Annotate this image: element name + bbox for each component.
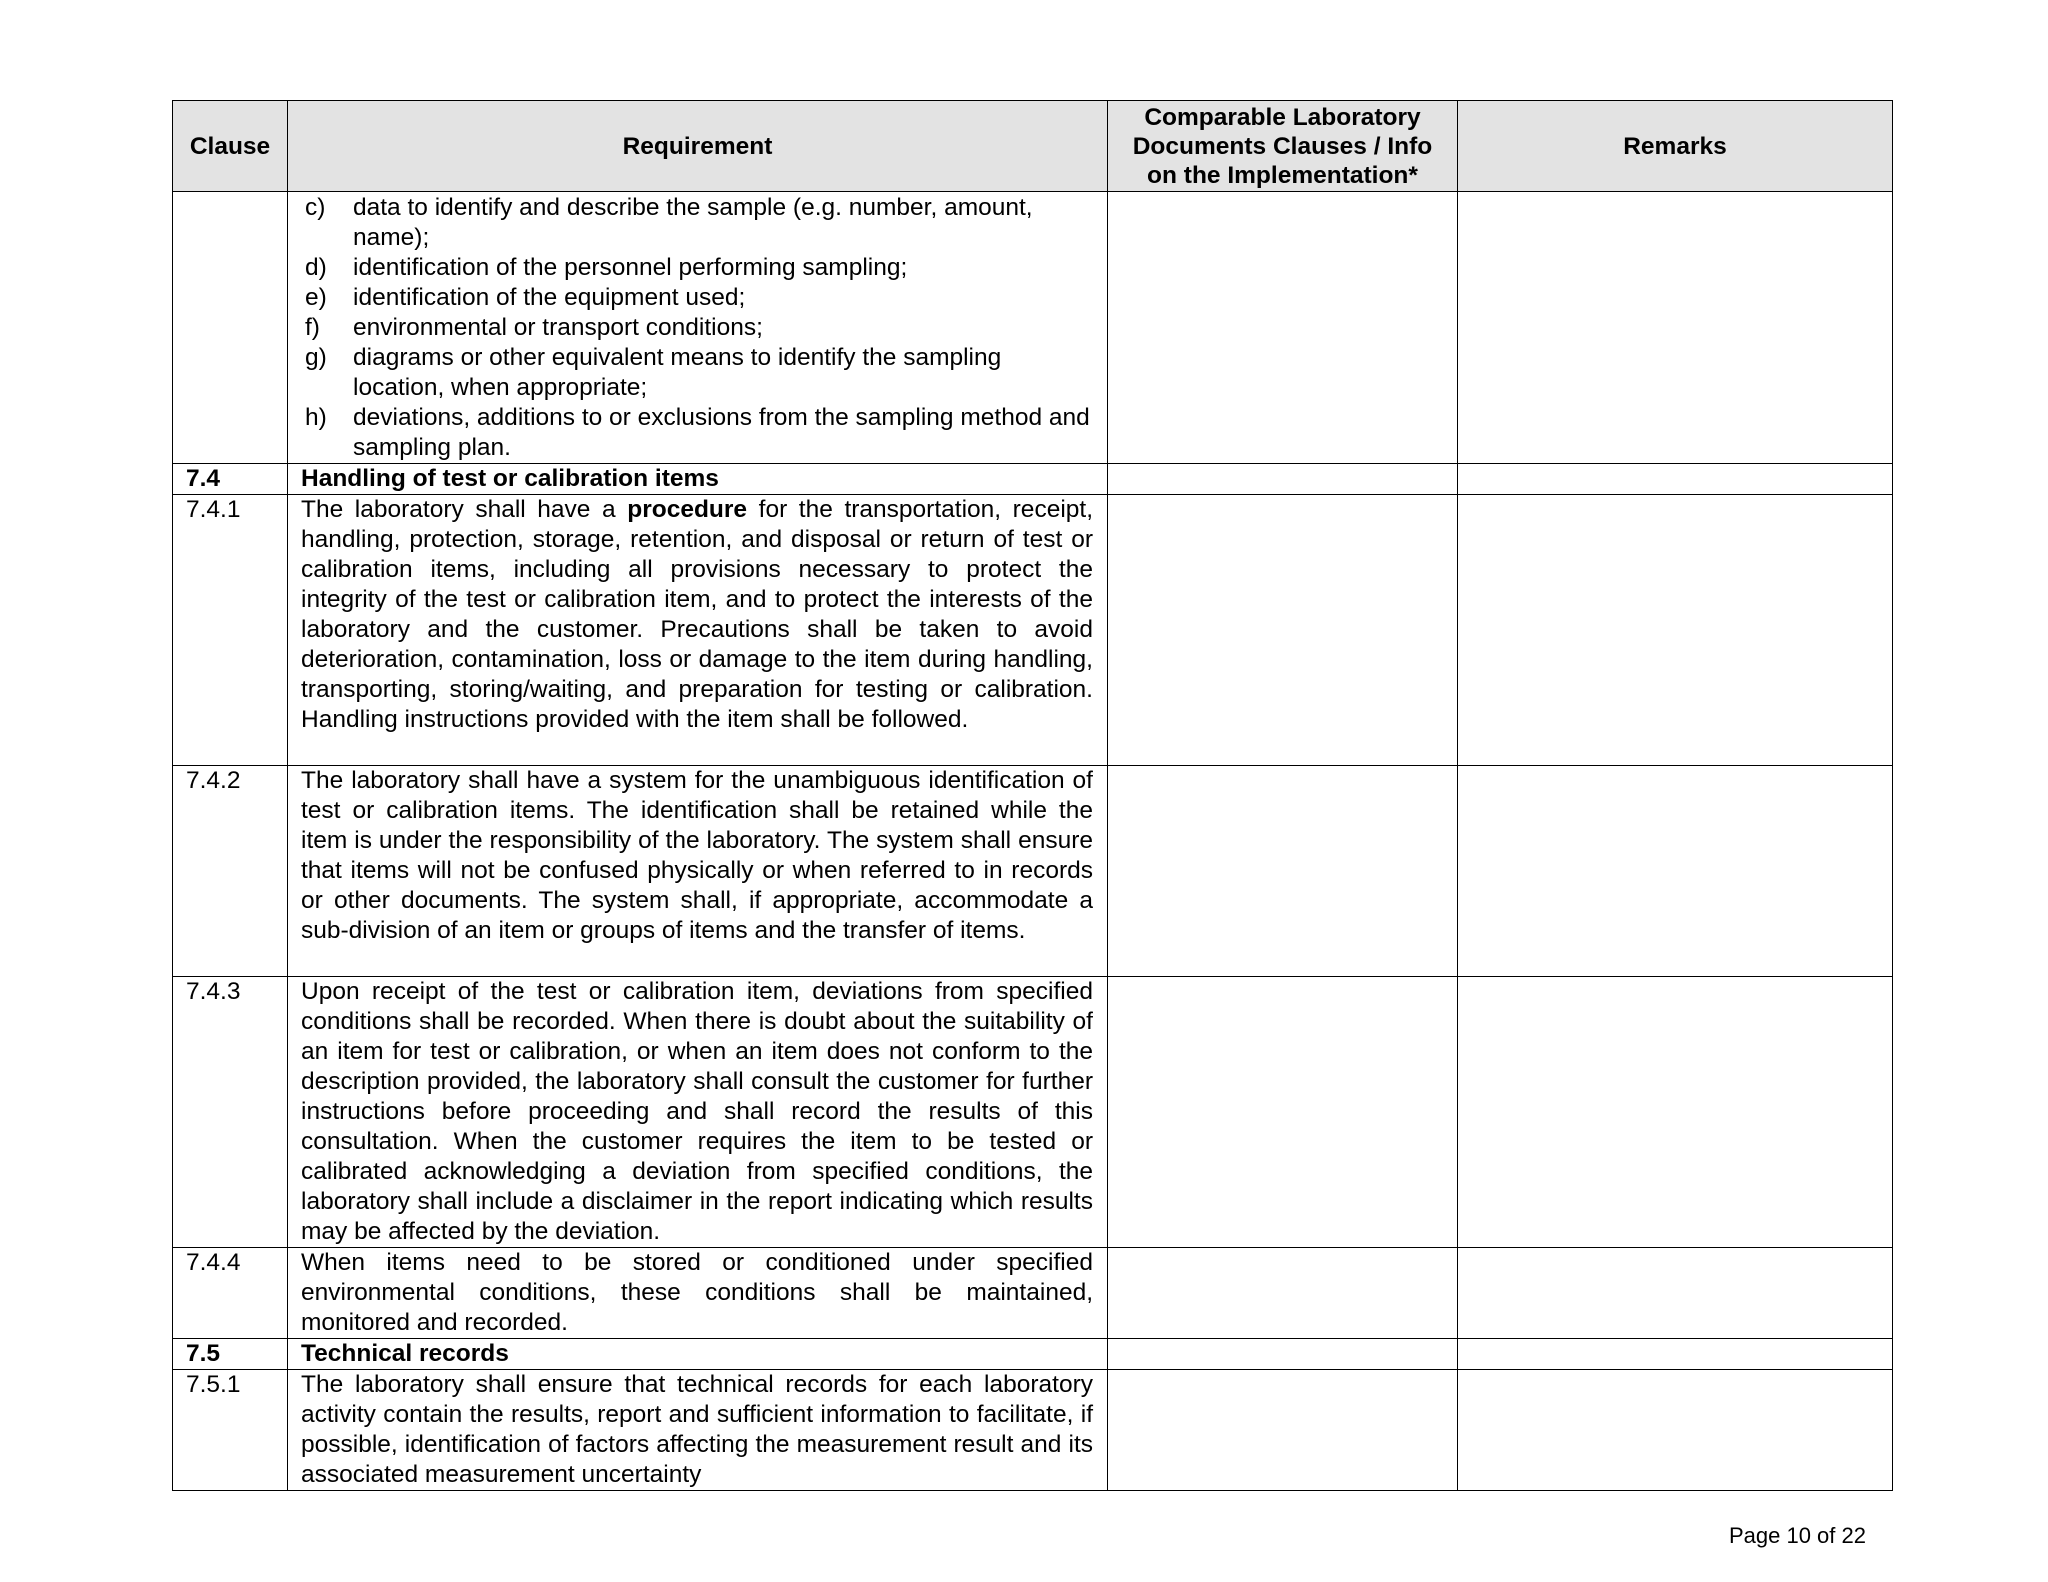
list-text: deviations, additions to or exclusions from the sampling method and sampling plan. (353, 404, 1090, 461)
requirement-text: for the transportation, receipt, handling, protection, storage, retention, and disposal or return of test or calibration items, including all provisions necessary to protect the integrity of the test or calibration item, and to protect the interests of the laboratory and the customer. Precautions shall be taken to avoid deterioration, contamination, loss or damage to the item during handling, transporting, storing/waiting, and preparation for testing or calibration. Handling instructions provided with the item shall be followed. (301, 496, 1093, 733)
clause-cell: 7.4 (173, 464, 288, 495)
clause-cell (173, 192, 288, 464)
header-remarks: Remarks (1458, 101, 1893, 192)
remarks-cell (1458, 1339, 1893, 1370)
comparable-cell (1108, 766, 1458, 977)
header-clause: Clause (173, 101, 288, 192)
clause-cell: 7.4.1 (173, 495, 288, 766)
list-text: identification of the personnel performing sampling; (353, 254, 908, 281)
table-row (173, 192, 1893, 464)
requirements-table (172, 100, 1893, 1491)
requirement-cell: The laboratory shall have a system for the unambiguous identification of test or calibration items. The identification shall be retained while the item is under the responsibility of the laboratory. The system shall ensure that items will not be confused physically or when referred to in records or other documents. The system shall, if appropriate, accommodate a sub-division of an item or groups of items and the transfer of items. (288, 766, 1108, 977)
list-item (301, 343, 1093, 403)
remarks-cell (1458, 1248, 1893, 1339)
clause-cell: 7.4.2 (173, 766, 288, 977)
comparable-cell (1108, 495, 1458, 766)
section-title: Technical records (288, 1339, 1108, 1370)
table-row-section (173, 1339, 1893, 1370)
list-item (301, 313, 1093, 343)
list-marker: f) (305, 314, 320, 341)
requirement-cell: When items need to be stored or conditioned under specified environmental conditions, these conditions shall be maintained, monitored and recorded. (288, 1248, 1108, 1339)
comparable-cell (1108, 464, 1458, 495)
list-item (301, 403, 1093, 463)
sampling-record-list (301, 193, 1093, 463)
remarks-cell (1458, 192, 1893, 464)
list-marker: g) (305, 344, 327, 371)
requirement-cell (288, 495, 1108, 766)
list-marker: c) (305, 194, 326, 221)
requirement-cell: The laboratory shall ensure that technical records for each laboratory activity contain the results, report and sufficient information to facilitate, if possible, identification of factors affecting the measurement result and its associated measurement uncertainty (288, 1370, 1108, 1491)
list-marker: d) (305, 254, 327, 281)
clause-cell: 7.4.4 (173, 1248, 288, 1339)
comparable-cell (1108, 1370, 1458, 1491)
remarks-cell (1458, 495, 1893, 766)
section-title: Handling of test or calibration items (288, 464, 1108, 495)
table-row (173, 495, 1893, 766)
clause-cell: 7.4.3 (173, 977, 288, 1248)
table-row-section (173, 464, 1893, 495)
list-text: data to identify and describe the sample (e.g. number, amount, name); (353, 194, 1033, 251)
list-text: environmental or transport conditions; (353, 314, 763, 341)
requirement-cell: Upon receipt of the test or calibration item, deviations from specified conditions shall be recorded. When there is doubt about the suitability of an item for test or calibration, or when an item does not conform to the description provided, the laboratory shall consult the customer for further instructions before proceeding and shall record the results of this consultation. When the customer requires the item to be tested or calibrated acknowledging a deviation from specified conditions, the laboratory shall include a disclaimer in the report indicating which results may be affected by the deviation. (288, 977, 1108, 1248)
remarks-cell (1458, 977, 1893, 1248)
requirement-text: The laboratory shall have a (301, 496, 628, 523)
comparable-cell (1108, 977, 1458, 1248)
remarks-cell (1458, 464, 1893, 495)
remarks-cell (1458, 766, 1893, 977)
header-requirement: Requirement (288, 101, 1108, 192)
requirement-cell (288, 192, 1108, 464)
table-header-row (173, 101, 1893, 192)
page-number: Page 10 of 22 (1728, 1523, 1866, 1548)
requirement-keyword: procedure (627, 496, 748, 523)
list-item (301, 253, 1093, 283)
list-marker: e) (305, 284, 327, 311)
table-row (173, 977, 1893, 1248)
table-row (173, 1370, 1893, 1491)
comparable-cell (1108, 1339, 1458, 1370)
table-row (173, 1248, 1893, 1339)
list-item (301, 283, 1093, 313)
list-text: identification of the equipment used; (353, 284, 746, 311)
clause-cell: 7.5 (173, 1339, 288, 1370)
list-text: diagrams or other equivalent means to identify the sampling location, when appropriate; (353, 344, 1002, 401)
list-item (301, 193, 1093, 253)
header-comparable-documents: Comparable Laboratory Documents Clauses / Info on the Implementation* (1108, 101, 1458, 192)
clause-cell: 7.5.1 (173, 1370, 288, 1491)
comparable-cell (1108, 192, 1458, 464)
comparable-cell (1108, 1248, 1458, 1339)
table-row (173, 766, 1893, 977)
remarks-cell (1458, 1370, 1893, 1491)
list-marker: h) (305, 404, 327, 431)
